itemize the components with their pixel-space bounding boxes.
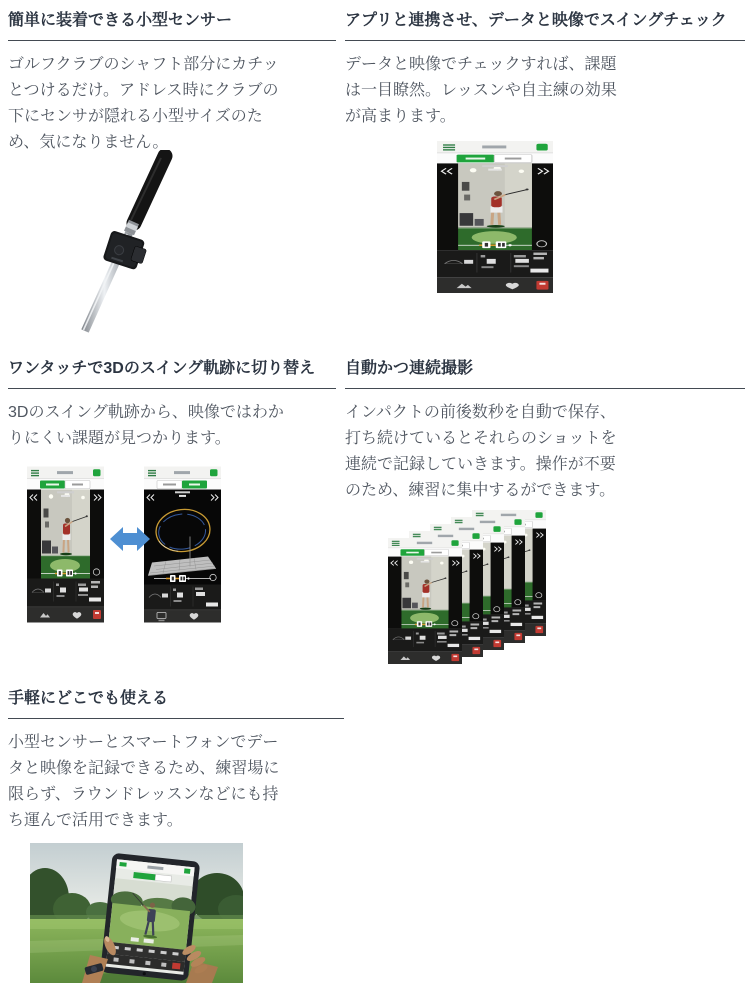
section-continuous-capture: [345, 358, 745, 504]
section-title: 簡単に装着できる小型センサー: [8, 10, 336, 41]
section-compact-sensor: [8, 10, 336, 156]
sensor-unit: [102, 230, 149, 272]
section-body: データと映像でチェックすれば、課題は一目瞭然。レッスンや自主練の効果が高まります。: [345, 56, 617, 125]
section-title: 自動かつ連続撮影: [345, 358, 745, 389]
video-vs-3d-image: [27, 466, 223, 623]
section-body: 3Dのスイング軌跡から、映像ではわかりにくい課題が見つかります。: [8, 404, 284, 447]
club-illustration: [55, 150, 265, 335]
section-3d-trace-toggle: [8, 358, 336, 452]
section-body: ゴルフクラブのシャフト部分にカチッとつけるだけ。アドレス時にクラブの下にセンサが隠れる小型サイズのため、気になりません。: [8, 56, 279, 151]
section-body: 小型センサーとスマートフォンでデータと映像を記録できるため、練習場に限らず、ラウンドレッスンなどにも持ち運んで活用できます。: [8, 734, 280, 829]
stacked-screens-illustration: [388, 510, 546, 664]
tablet-on-course-photo: [30, 843, 243, 983]
app-video-screenshot: [437, 141, 553, 293]
app-video-screen: [437, 141, 553, 293]
section-app-swing-check: [345, 10, 745, 130]
section-body: インパクトの前後数秒を自動で保存、打ち続けているとそれらのショットを連続で記録していきます。操作が不要のため、練習に集中するができます。: [345, 404, 617, 499]
section-use-anywhere: [8, 688, 344, 834]
trace-screen: [144, 467, 221, 623]
section-title: 手軽にどこでも使える: [8, 688, 344, 719]
course-photo-illustration: [30, 843, 243, 983]
video-screen: [27, 467, 104, 623]
compare-illustration: [27, 466, 223, 623]
stack-screen-1: [388, 538, 462, 664]
continuous-shots-image: [388, 510, 546, 664]
record-badge: [172, 963, 181, 970]
tablet: [100, 853, 200, 982]
section-title: ワンタッチで3Dのスイング軌跡に切り替え: [8, 358, 336, 389]
golf-club-sensor-image: [55, 150, 265, 335]
club-grip: [134, 156, 165, 223]
section-title: アプリと連携させ、データと映像でスイングチェック: [345, 10, 745, 41]
